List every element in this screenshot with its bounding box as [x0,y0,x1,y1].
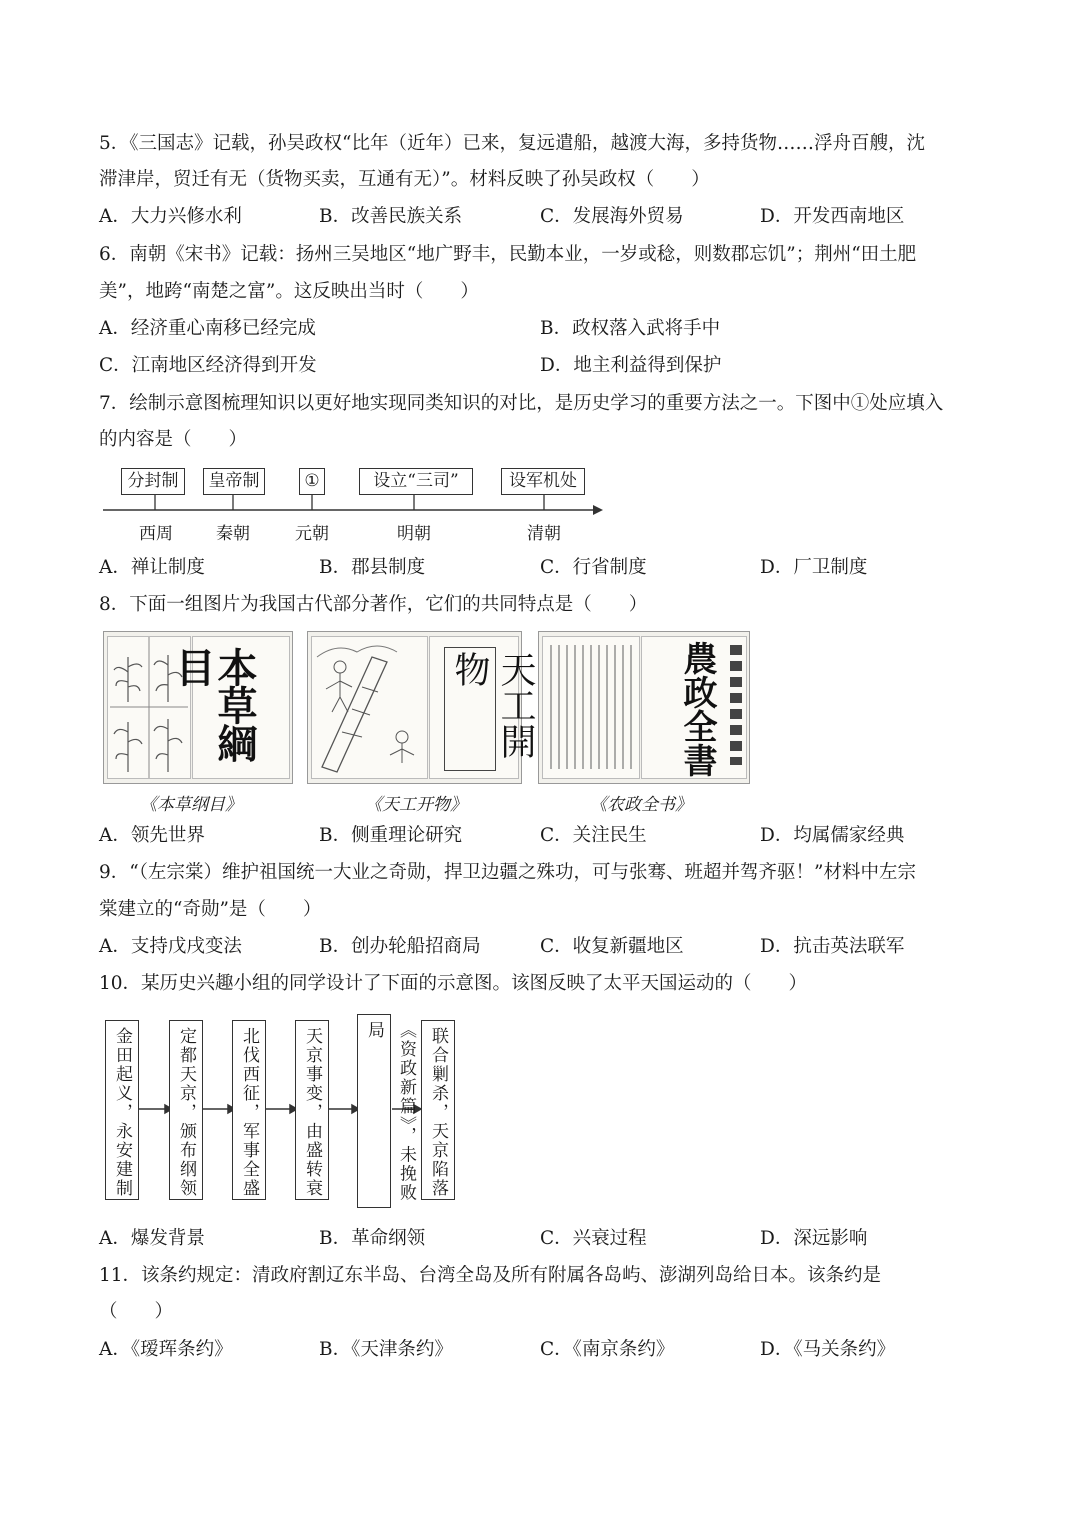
timeline-box-4: 设立“三司” [359,468,473,495]
q5-option-d[interactable]: D．开发西南地区 [760,206,905,227]
q5-option-c[interactable]: C．发展海外贸易 [540,206,684,227]
q10-option-c[interactable]: C．兴衰过程 [540,1228,647,1249]
book-cover-page [429,636,536,779]
q5-option-b[interactable]: B．改善民族关系 [319,206,463,227]
flow-step-5 [357,1014,416,1208]
q10-stem-line1: 10．某历史兴趣小组的同学设计了下面的示意图。该图反映了太平天国运动的（ ） [99,973,808,994]
q9-option-a[interactable]: A．支持戊戌变法 [99,936,242,957]
timeline-box-2: 皇帝制 [203,468,265,495]
q9-stem-line2: 棠建立的“奇勋”是（ ） [99,899,322,920]
flow-step-5-text: 《资政新篇》，未挽败局 [364,1021,416,1203]
q9-option-d[interactable]: D．抗击英法联军 [760,936,905,957]
cover-title-bencao: 本草綱目 [169,647,258,761]
flow-step-1 [105,1020,139,1200]
q7-option-a[interactable]: A．禅让制度 [99,557,205,578]
timeline-box-3: ① [299,468,325,495]
flow-step-2-text: 定都天京，颁布纲领 [176,1027,196,1198]
flow-step-2 [169,1020,203,1200]
q8-option-d[interactable]: D．均属儒家经典 [760,825,905,846]
q8-option-c[interactable]: C．关注民生 [540,825,647,846]
book-image-tiangong [307,631,536,784]
q11-option-c[interactable]: C．《南京条约》 [540,1339,675,1360]
timeline-label-3: 元朝 [295,524,329,544]
timeline-label-1: 西周 [139,524,173,544]
book-illustration-page [311,636,428,779]
timeline-box-5: 设军机处 [501,468,585,495]
timeline-label-5: 清朝 [527,524,561,544]
caption-tiangong: 《天工开物》 [365,795,467,815]
q11-stem-line2: （ ） [99,1301,174,1322]
q10-option-a[interactable]: A．爆发背景 [99,1228,205,1249]
q7-option-b[interactable]: B．郡县制度 [319,557,426,578]
cover-side-inscription [730,645,742,765]
flow-step-4-text: 天京事变，由盛转衰 [302,1027,322,1198]
q8-option-a[interactable]: A．领先世界 [99,825,205,846]
cover-title-tiangong: 天工開物 [449,651,536,759]
book-cover-page [169,636,290,779]
flow-step-4 [295,1020,329,1200]
flow-step-3-text: 北伐西征，军事全盛 [239,1027,259,1198]
q8-stem-line1: 8．下面一组图片为我国古代部分著作，它们的共同特点是（ ） [99,594,648,615]
caption-nongzheng: 《农政全书》 [590,795,692,815]
timeline-label-4: 明朝 [397,524,431,544]
book-image-bencao [103,631,293,784]
q7-stem-line1: 7．绘制示意图梳理知识以更好地实现同类知识的对比，是历史学习的重要方法之一。下图中①处应填入 [99,393,944,414]
timeline-label-2: 秦朝 [216,524,250,544]
q7-option-d[interactable]: D．厂卫制度 [760,557,868,578]
q6-stem-line2: 美”，地跨“南楚之富”。这反映出当时（ ） [99,281,479,302]
q11-stem-line1: 11．该条约规定：清政府割辽东半岛、台湾全岛及所有附属各岛屿、澎湖列岛给日本。该条约是 [99,1265,882,1286]
q6-option-c[interactable]: C．江南地区经济得到开发 [99,355,317,376]
q5-stem-line1: 5．《三国志》记载，孙吴政权“比年（近年）已来，复远遣船，越渡大海，多持货物……浮舟百艘，沈 [99,133,925,154]
flow-step-6 [421,1020,455,1200]
worker-illustration-icon [312,637,427,778]
book-text-page [542,636,640,779]
book-cover-page [641,636,747,779]
q11-option-a[interactable]: A．《瑷珲条约》 [99,1339,233,1360]
q6-stem-line1: 6．南朝《宋书》记载：扬州三吴地区“地广野丰，民勤本业，一岁或稔，则数郡忘饥”；荆州“田土肥 [99,244,917,265]
q5-option-a[interactable]: A．大力兴修水利 [99,206,242,227]
timeline-box-1: 分封制 [121,468,185,495]
q10-option-d[interactable]: D．深远影响 [760,1228,868,1249]
q7-stem-line2: 的内容是（ ） [99,429,248,450]
q7-option-c[interactable]: C．行省制度 [540,557,647,578]
q11-option-b[interactable]: B．《天津条约》 [319,1339,453,1360]
q11-option-d[interactable]: D．《马关条约》 [760,1339,896,1360]
q9-stem-line1: 9．“（左宗棠）维护祖国统一大业之奇勋，捍卫边疆之殊功，可与张骞、班超并驾齐驱！”材料中左宗 [99,862,916,883]
q9-option-b[interactable]: B．创办轮船招商局 [319,936,481,957]
q6-option-d[interactable]: D．地主利益得到保护 [540,355,722,376]
q6-option-a[interactable]: A．经济重心南移已经完成 [99,318,316,339]
flow-step-1-text: 金田起义，永安建制 [112,1027,132,1198]
dense-text-illustration [543,637,639,778]
q8-option-b[interactable]: B．侧重理论研究 [319,825,463,846]
book-image-nongzheng [538,631,750,784]
q6-option-b[interactable]: B．政权落入武将手中 [540,318,721,339]
caption-bencao: 《本草纲目》 [140,795,242,815]
flow-step-6-text: 联合剿杀，天京陷落 [428,1027,448,1198]
flow-step-3 [232,1020,266,1200]
q10-option-b[interactable]: B．革命纲领 [319,1228,426,1249]
q5-stem-line2: 滞津岸，贸迁有无（货物买卖，互通有无）”。材料反映了孙吴政权（ ） [99,169,710,190]
q9-option-c[interactable]: C．收复新疆地区 [540,936,684,957]
cover-title-nongzheng: 農政全書 [677,641,717,777]
